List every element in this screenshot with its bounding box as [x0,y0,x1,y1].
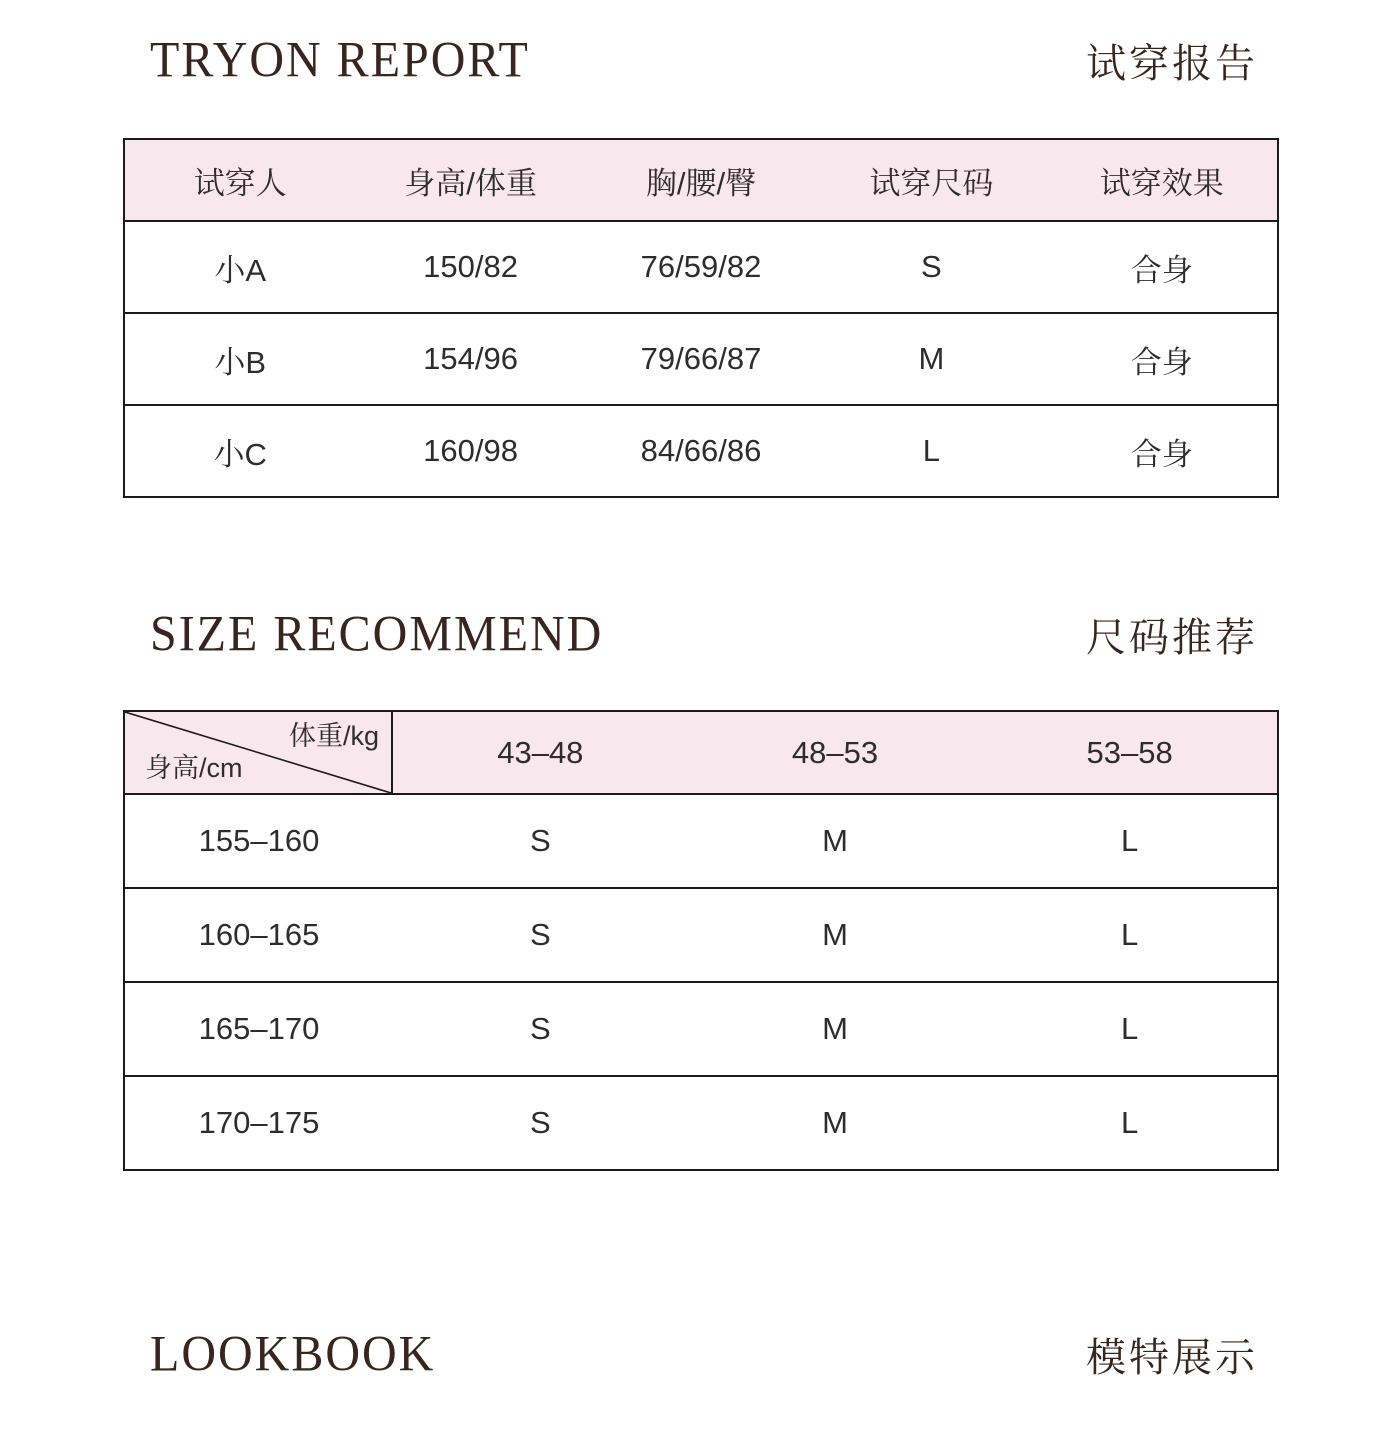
lookbook-title-en: LOOKBOOK [150,1325,436,1382]
size-header-cell: 43–48 [497,734,584,770]
size-cell: S [529,1011,551,1046]
tryon-header-cell: 身高/体重 [404,165,537,201]
lookbook-title-zh: 模特展示 [1086,1335,1258,1380]
tryon-cell: 154/96 [423,341,518,376]
tryon-table-header-row [125,140,1277,220]
tryon-header-cell: 试穿效果 [1099,165,1224,201]
size-cell: L [1121,1011,1139,1046]
size-table-row [125,981,1277,1075]
size-table-header-row [125,712,1277,793]
tryon-table-row [125,312,1277,404]
size-cell: L [1121,1105,1139,1140]
size-cell: S [529,823,551,858]
size-header-cell: 53–58 [1086,734,1173,770]
tryon-header-cell: 试穿人 [193,165,287,201]
tryon-header-cell: 胸/腰/臀 [645,165,757,201]
tryon-cell: S [921,249,942,284]
size-cell: L [1121,917,1139,952]
size-cell: M [822,917,848,952]
tryon-cell: 79/66/87 [640,341,762,376]
size-recommend-table [123,710,1279,1171]
size-table-row [125,793,1277,887]
tryon-cell: 84/66/86 [640,433,762,468]
size-recommend-section-header [150,606,1258,663]
tryon-cell: 150/82 [423,249,518,284]
lookbook-section-header [150,1326,1258,1383]
height-range-cell: 160–165 [198,917,320,952]
tryon-cell: 合身 [1130,344,1193,380]
tryon-cell: 合身 [1130,436,1193,472]
tryon-table-row [125,404,1277,496]
corner-height-label: 身高/cm [145,753,243,783]
size-table-row [125,887,1277,981]
size-cell: S [529,917,551,952]
size-cell: M [822,823,848,858]
corner-weight-label: 体重/kg [288,721,379,751]
tryon-cell: 合身 [1130,252,1193,288]
tryon-cell: 小A [214,252,267,288]
height-range-cell: 170–175 [198,1105,320,1140]
size-table-corner-cell [125,712,393,793]
size-recommend-title-en: SIZE RECOMMEND [150,605,604,662]
tryon-cell: M [918,341,945,376]
tryon-title-zh: 试穿报告 [1086,41,1258,86]
size-recommend-title-zh: 尺码推荐 [1086,615,1258,660]
tryon-report-table [123,138,1279,498]
size-cell: L [1121,823,1139,858]
tryon-cell: 小B [214,344,267,380]
tryon-cell: 160/98 [423,433,518,468]
tryon-section-header [150,32,1258,89]
tryon-header-cell: 试穿尺码 [869,165,994,201]
tryon-cell: 76/59/82 [640,249,762,284]
size-cell: M [822,1011,848,1046]
size-header-cell: 48–53 [791,734,879,770]
size-cell: M [822,1105,848,1140]
tryon-cell: 小C [213,436,267,472]
size-table-row [125,1075,1277,1169]
tryon-table-row [125,220,1277,312]
size-cell: S [529,1105,551,1140]
tryon-cell: L [922,433,941,468]
tryon-title-en: TRYON REPORT [150,31,530,88]
height-range-cell: 155–160 [198,823,320,858]
height-range-cell: 165–170 [198,1011,320,1046]
